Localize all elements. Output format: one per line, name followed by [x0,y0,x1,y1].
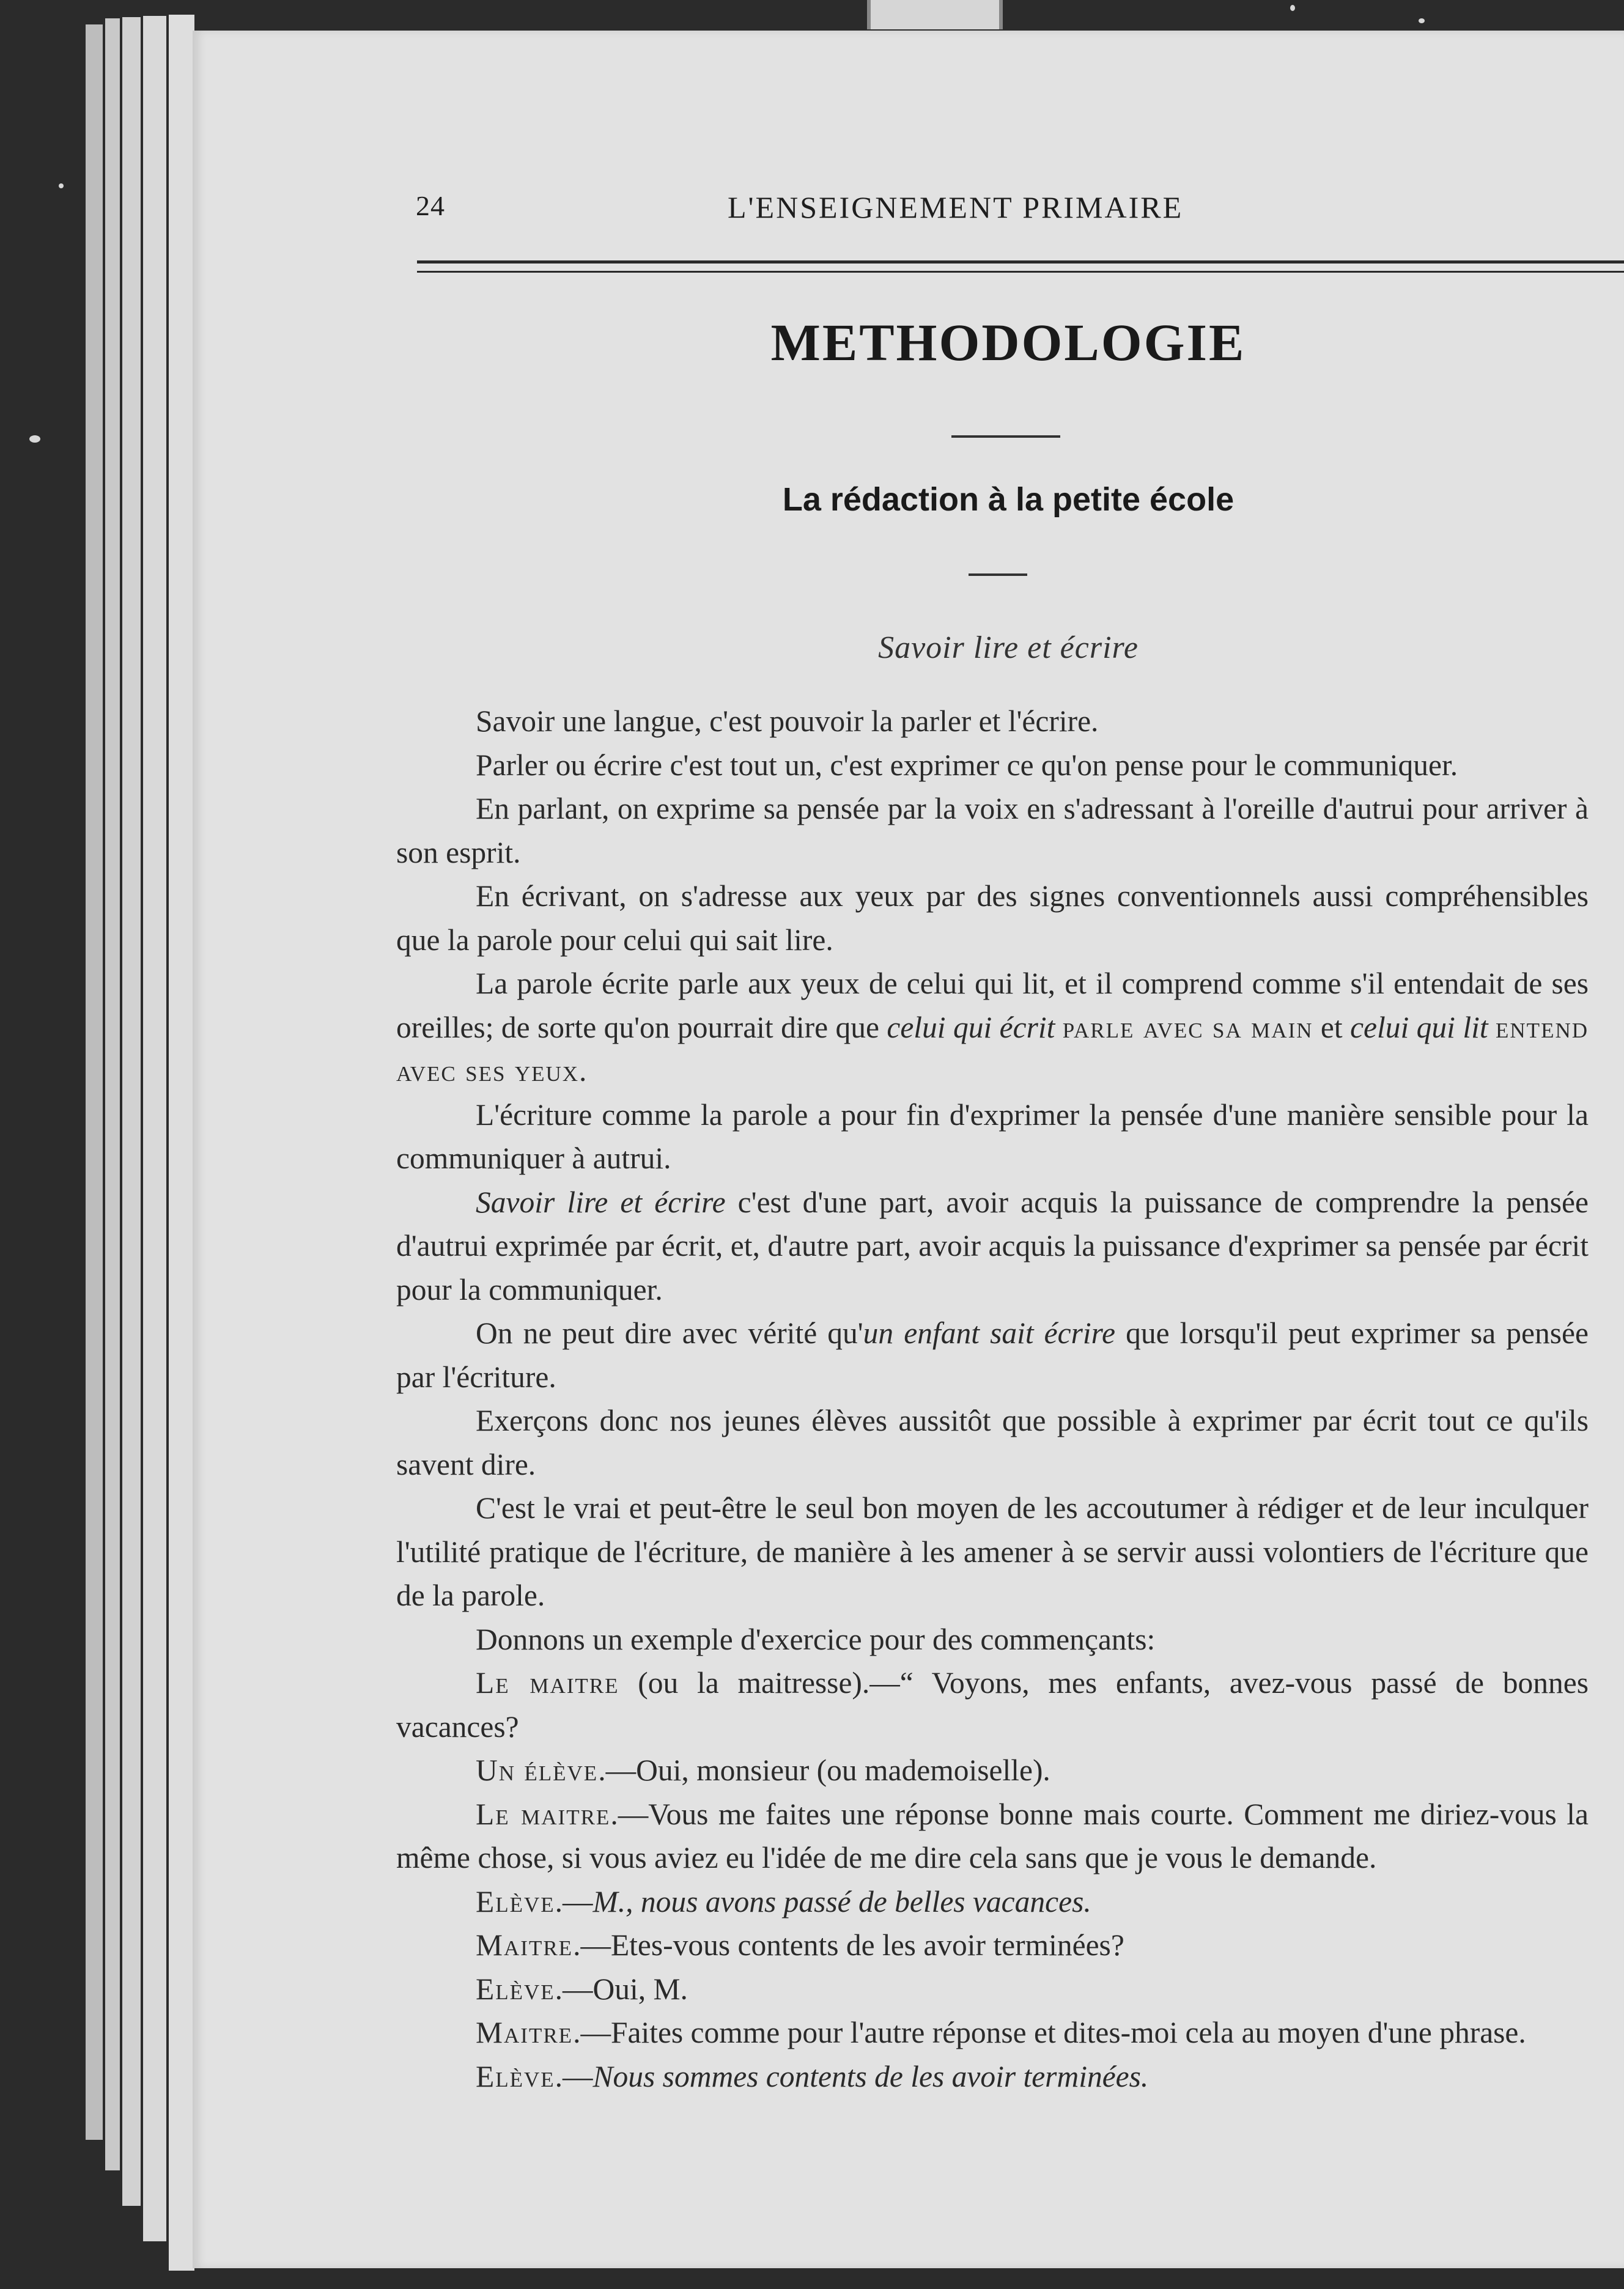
dialogue-line: Un élève.—Oui, monsieur (ou mademoiselle). [476,1753,1050,1787]
dialogue-line: Le maitre.—Vous me faites une réponse bonne mais courte. Comment me diriez-vous la même chose, si vous aviez eu l'idée de me dire cela sans que je vous le demande. [396,1797,1589,1874]
page-edge [105,18,120,2170]
scan-speck [1290,5,1295,11]
speaker: Un élève [476,1753,599,1787]
page-edge [86,24,103,2140]
speaker: Maitre [476,1928,574,1962]
section-title: METHODOLOGIE [770,313,1246,372]
dialogue-line: Elève.—M., nous avons passé de belles vacances. [476,1884,1091,1919]
speaker: Elève [476,1972,555,2006]
paragraph: Savoir lire et écrire c'est d'une part, avoir acquis la puissance de comprendre la pensée d'autrui exprimée par écrit, et, d'autre part, avoir acquis la puissance d'exprimer sa pensée par écrit pour la communiquer. [396,1185,1589,1307]
dialogue-line: Elève.—Oui, M. [476,1972,688,2006]
dialogue-line: Elève.—Nous sommes contents de les avoir terminées. [476,2059,1149,2093]
page-header [416,183,1624,232]
paragraph: En parlant, on exprime sa pensée par la voix en s'adressant à l'oreille d'autrui pour arriver à son esprit. [396,792,1589,869]
binder-clip [867,0,1003,29]
page-edge [169,15,194,2271]
paragraph: La parole écrite parle aux yeux de celui qui lit, et il comprend comme s'il entendait de ses oreilles; de sorte qu'on pourrait dire que celui qui écrit parle avec sa main et celui qui lit entend avec ses yeux. [396,967,1589,1088]
speaker: Le maitre [476,1666,619,1700]
scan-speck [29,435,40,443]
page-number: 24 [416,190,445,221]
article-subtitle: La rédaction à la petite école [782,481,1235,518]
header-rule [417,260,1624,273]
title-divider [951,435,1060,438]
paragraph: Donnons un exemple d'exercice pour des commençants: [476,1622,1156,1656]
paragraph: Parler ou écrire c'est tout un, c'est exprimer ce qu'on pense pour le communiquer. [476,748,1458,782]
dialogue-line: Le maitre (ou la maitresse).—“ Voyons, mes enfants, avez-vous passé de bonnes vacances? [396,1666,1589,1744]
paragraph: C'est le vrai et peut-être le seul bon moyen de les accoutumer à rédiger et de leur inculquer l'utilité pratique de l'écriture, de manière à les amener à se servir aussi volontiers de l'écriture que de la parole. [396,1491,1589,1612]
paragraph: Exerçons donc nos jeunes élèves aussitôt que possible à exprimer par écrit tout ce qu'ils savent dire. [396,1404,1589,1481]
scan-speck [59,183,64,188]
page-edge [122,17,141,2206]
subtitle-divider [969,573,1027,576]
paragraph: En écrivant, on s'adresse aux yeux par des signes conventionnels aussi compréhensibles que la parole pour celui qui sait lire. [396,879,1589,957]
body-text [396,699,1589,2098]
speaker: Le maitre [476,1797,611,1831]
dialogue-line: Maitre.—Etes-vous contents de les avoir terminées? [476,1928,1124,1962]
speaker: Maitre [476,2016,574,2049]
paragraph: L'écriture comme la parole a pour fin d'exprimer la pensée d'une manière sensible pour la communiquer à autrui. [396,1097,1589,1175]
page-edge [143,16,166,2241]
paragraph: On ne peut dire avec vérité qu'un enfant sait écrire que lorsqu'il peut exprimer sa pensée par l'écriture. [396,1316,1589,1394]
dialogue-line: Maitre.—Faites comme pour l'autre réponse et dites-moi cela au moyen d'une phrase. [476,2016,1526,2049]
paragraph: Savoir une langue, c'est pouvoir la parler et l'écrire. [476,704,1099,738]
speaker: Elève [476,2059,555,2093]
italic-heading: Savoir lire et écrire [878,630,1139,665]
running-title: L'ENSEIGNEMENT PRIMAIRE [728,190,1184,224]
scan-speck [1419,18,1425,23]
speaker: Elève [476,1884,555,1919]
